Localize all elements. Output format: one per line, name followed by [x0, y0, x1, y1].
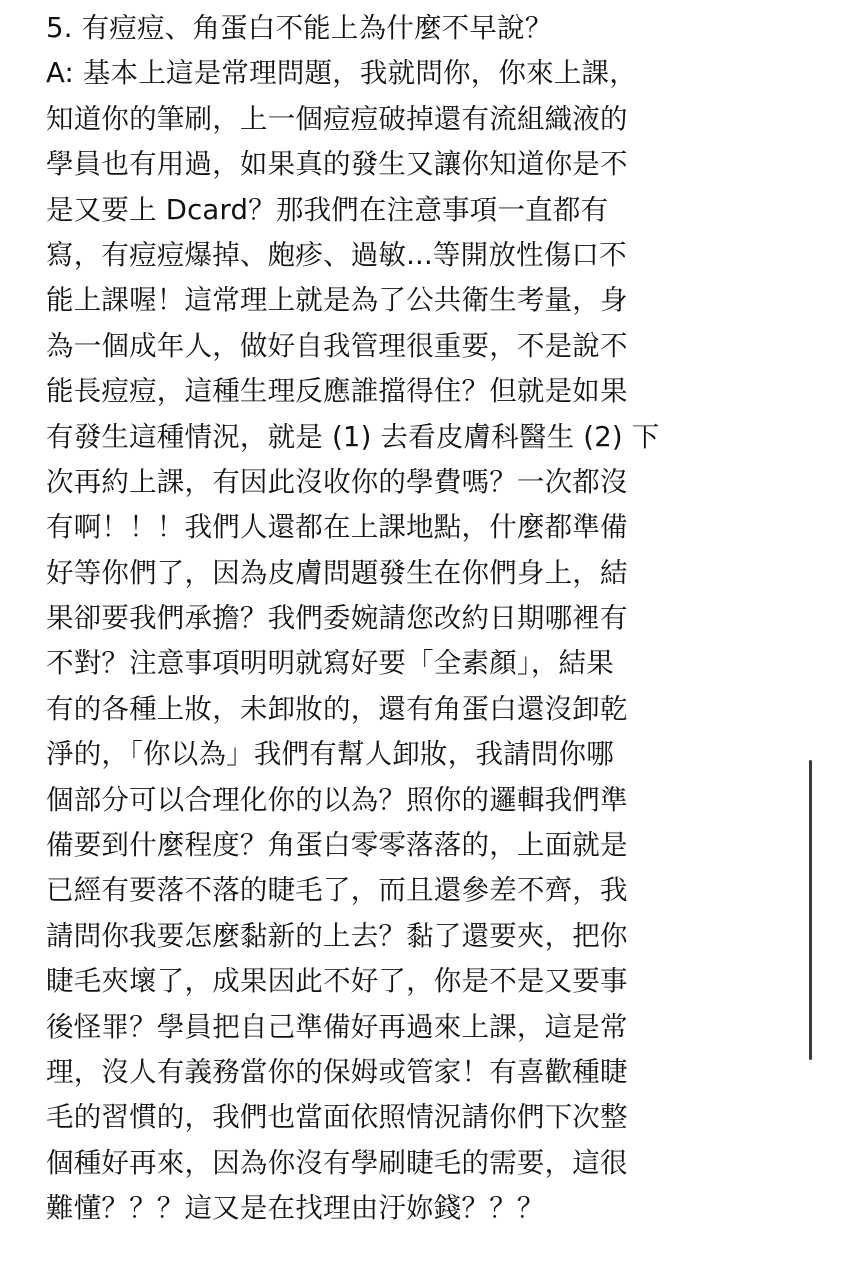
- text-line: A: 基本上這是常理問題，我就問你，你來上課，: [46, 57, 637, 90]
- text-line: 有發生這種情況，就是 (1) 去看皮膚科醫生 (2) 下: [46, 420, 660, 453]
- text-line: 有啊！！！我們人還都在上課地點，什麼都準備: [46, 511, 628, 544]
- text-line: 請問你我要怎麼黏新的上去？黏了還要夾，把你: [46, 919, 628, 952]
- text-line: 有的各種上妝，未卸妝的，還有角蛋白還沒卸乾: [46, 692, 628, 725]
- text-line: 能上課喔！這常理上就是為了公共衛生考量，身: [46, 284, 628, 317]
- text-line: 5. 有痘痘、角蛋白不能上為什麼不早說？: [46, 12, 553, 44]
- text-line: 淨的，「你以為」我們有幫人卸妝，我請問你哪: [46, 738, 614, 771]
- text-line: 睫毛夾壞了，成果因此不好了，你是不是又要事: [46, 965, 628, 998]
- note-text-body: [46, 6, 766, 1232]
- text-line: 已經有要落不落的睫毛了，而且還參差不齊，我: [46, 874, 628, 907]
- text-line: 個部分可以合理化你的以為？照你的邏輯我們準: [46, 783, 628, 816]
- text-line: 是又要上 Dcard？那我們在注意事項一直都有: [46, 193, 609, 226]
- text-line: 備要到什麼程度？角蛋白零零落落的，上面就是: [46, 829, 628, 862]
- text-line: 後怪罪？學員把自己準備好再過來上課，這是常: [46, 1010, 628, 1043]
- text-line: 個種好再來，因為你沒有學刷睫毛的需要，這很: [46, 1146, 628, 1179]
- text-line: 次再約上課，有因此沒收你的學費嗎？一次都沒: [46, 465, 628, 498]
- text-line: 為一個成年人，做好自我管理很重要，不是說不: [46, 329, 628, 362]
- text-line: 學員也有用過，如果真的發生又讓你知道你是不: [46, 148, 628, 181]
- text-line: 能長痘痘，這種生理反應誰擋得住？但就是如果: [46, 375, 628, 408]
- text-line: 難懂？？？這又是在找理由汙妳錢？？？: [46, 1192, 545, 1225]
- text-line: 好等你們了，因為皮膚問題發生在你們身上，結: [46, 556, 628, 589]
- vertical-scrollbar[interactable]: [809, 760, 812, 1060]
- text-line: 果卻要我們承擔？我們委婉請您改約日期哪裡有: [46, 602, 628, 635]
- text-line: 寫，有痘痘爆掉、皰疹、過敏...等開放性傷口不: [46, 238, 627, 271]
- text-line: 知道你的筆刷，上一個痘痘破掉還有流組織液的: [46, 102, 628, 135]
- text-line: 理，沒人有義務當你的保姆或管家！有喜歡種睫: [46, 1055, 628, 1088]
- text-line: 不對？注意事項明明就寫好要「全素顏」，結果: [46, 647, 614, 680]
- text-line: 毛的習慣的，我們也當面依照情況請你們下次整: [46, 1101, 628, 1134]
